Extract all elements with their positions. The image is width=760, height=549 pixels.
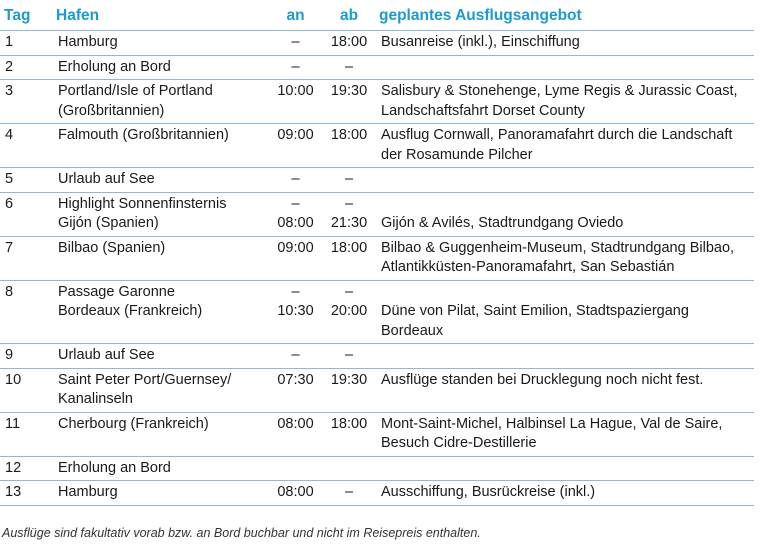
- cell-ausflug-line: Landschaftsfahrt Dorset County: [381, 102, 585, 119]
- table-header-row: [0, 3, 754, 31]
- table-row: [0, 368, 754, 412]
- cell-an-line: –: [291, 58, 300, 75]
- cell-tag: 6: [5, 195, 14, 212]
- cell-ab: [323, 168, 375, 193]
- cell-ausflug: [375, 31, 754, 56]
- cell-an-line: –: [291, 195, 300, 212]
- cell-an: [268, 124, 323, 168]
- cell-ausflug-line: [381, 459, 750, 479]
- cell-an: [268, 344, 323, 369]
- cell-ausflug: [375, 236, 754, 280]
- cell-an: [268, 236, 323, 280]
- cell-ausflug: [375, 344, 754, 369]
- cell-ab-line: 21:30: [330, 215, 368, 231]
- cell-tag: 1: [5, 34, 14, 50]
- cell-ab: [323, 80, 375, 124]
- cell-ausflug-line: Düne von Pilat, Saint Emilion, Stadtspaziergang: [381, 303, 689, 319]
- cell-ab: [323, 481, 375, 506]
- cell-ab-line: 19:30: [330, 83, 368, 99]
- cell-ausflug-line: [381, 283, 750, 303]
- cell-ausflug: [375, 412, 754, 456]
- cell-hafen: [52, 168, 268, 193]
- table-row: [0, 31, 754, 56]
- cell-hafen-line: Falmouth (Großbritannien): [58, 127, 229, 143]
- cell-an: [268, 412, 323, 456]
- cell-ab-line: 19:30: [330, 371, 368, 388]
- table-row: [0, 236, 754, 280]
- cell-ausflug: [375, 481, 754, 506]
- cell-hafen: [52, 236, 268, 280]
- cell-ab: [323, 412, 375, 456]
- cell-an-line: 09:00: [277, 239, 314, 256]
- cell-ausflug-line: [381, 195, 750, 215]
- cell-an-line: –: [291, 283, 300, 300]
- header-ab: ab: [339, 7, 359, 24]
- cell-hafen: [52, 80, 268, 124]
- cell-ausflug-line: Besuch Cidre-Destillerie: [381, 435, 537, 451]
- cell-hafen: [52, 412, 268, 456]
- cell-an: [268, 456, 323, 481]
- cell-an: [268, 80, 323, 124]
- cell-ausflug-line: [381, 346, 750, 366]
- cell-ausflug-line: Salisbury & Stonehenge, Lyme Regis & Jurassic Coast,: [381, 83, 738, 99]
- table-row: [0, 168, 754, 193]
- cell-tag: 10: [5, 371, 22, 388]
- cell-hafen-line: Highlight Sonnenfinsternis: [58, 195, 227, 212]
- cell-ab: [323, 368, 375, 412]
- table-row: [0, 192, 754, 236]
- cell-ab-line: –: [344, 484, 354, 500]
- cell-tag: 13: [5, 484, 22, 500]
- header-ausflug: geplantes Ausflugsangebot: [379, 7, 582, 24]
- cell-hafen-line: Urlaub auf See: [58, 171, 155, 187]
- cell-ausflug: [375, 80, 754, 124]
- table-body: [0, 31, 754, 506]
- cell-an: [268, 168, 323, 193]
- cell-hafen: [52, 368, 268, 412]
- cell-ab: [323, 192, 375, 236]
- cell-ab-line: –: [344, 195, 354, 212]
- cell-ab: [323, 456, 375, 481]
- cell-hafen-line: Hamburg: [58, 34, 118, 50]
- table-row: [0, 124, 754, 168]
- cell-ausflug-line: [381, 170, 750, 190]
- cell-ausflug: [375, 456, 754, 481]
- cell-hafen: [52, 192, 268, 236]
- cell-an-line: 10:00: [277, 83, 314, 99]
- cell-ausflug-line: Ausflug Cornwall, Panoramafahrt durch die Landschaft: [381, 127, 733, 143]
- cell-ausflug-line: Gijón & Avilés, Stadtrundgang Oviedo: [381, 215, 624, 231]
- cell-tag: 2: [5, 58, 14, 75]
- table-row: [0, 80, 754, 124]
- cell-ausflug: [375, 55, 754, 80]
- cell-hafen-line: Cherbourg (Frankreich): [58, 415, 209, 432]
- cell-hafen-line: (Großbritannien): [58, 102, 165, 119]
- cell-ab-line: –: [344, 58, 354, 75]
- cell-an-line: 10:30: [277, 303, 314, 319]
- cell-ab: [323, 344, 375, 369]
- cell-ausflug-line: Ausschiffung, Busrückreise (inkl.): [381, 484, 596, 500]
- cell-ausflug-line: Bordeaux: [381, 322, 444, 339]
- cell-ab: [323, 31, 375, 56]
- cell-hafen-line: Urlaub auf See: [58, 347, 155, 363]
- table-row: [0, 481, 754, 506]
- cell-an-line: 08:00: [277, 415, 314, 432]
- cell-ausflug-line: der Rosamunde Pilcher: [381, 146, 533, 163]
- cell-hafen: [52, 280, 268, 344]
- cell-hafen-line: Gijón (Spanien): [58, 215, 159, 231]
- cell-ab: [323, 55, 375, 80]
- cell-hafen-line: Bilbao (Spanien): [58, 239, 166, 256]
- table-row: [0, 344, 754, 369]
- cell-ab: [323, 124, 375, 168]
- cell-an-line: [272, 459, 319, 479]
- cell-hafen: [52, 124, 268, 168]
- cell-ab-line: –: [344, 347, 354, 363]
- cell-ab-line: –: [344, 283, 354, 300]
- header-an: an: [286, 7, 305, 24]
- cell-an: [268, 481, 323, 506]
- cell-ausflug: [375, 192, 754, 236]
- cell-hafen-line: Bordeaux (Frankreich): [58, 303, 203, 319]
- cell-ab-line: –: [344, 171, 354, 187]
- cell-ab-line: [327, 459, 371, 479]
- cell-hafen: [52, 344, 268, 369]
- cell-ausflug-line: Ausflüge standen bei Drucklegung noch nicht fest.: [381, 371, 704, 388]
- cell-hafen: [52, 55, 268, 80]
- cell-ab: [323, 280, 375, 344]
- itinerary-table: [0, 3, 754, 506]
- cell-tag: 9: [5, 347, 14, 363]
- cell-tag: 5: [5, 171, 14, 187]
- cell-ausflug-line: Mont-Saint-Michel, Halbinsel La Hague, Val de Saire,: [381, 415, 723, 432]
- cell-hafen-line: Erholung an Bord: [58, 58, 171, 75]
- cell-ausflug-line: [381, 58, 750, 78]
- header-tag: Tag: [4, 7, 31, 24]
- cell-tag: 7: [5, 239, 14, 256]
- cell-ausflug-line: Busanreise (inkl.), Einschiffung: [381, 34, 580, 50]
- cell-ab-line: 18:00: [330, 415, 368, 432]
- table-row: [0, 456, 754, 481]
- cell-an-line: 08:00: [277, 215, 314, 231]
- cell-an-line: –: [291, 171, 300, 187]
- cell-an-line: –: [291, 347, 300, 363]
- cell-an: [268, 31, 323, 56]
- cell-ausflug: [375, 368, 754, 412]
- cell-hafen-line: Passage Garonne: [58, 283, 175, 300]
- cell-ausflug-line: Bilbao & Guggenheim-Museum, Stadtrundgang Bilbao,: [381, 239, 735, 256]
- cell-tag: 12: [5, 459, 22, 476]
- cell-ab-line: 18:00: [330, 34, 368, 50]
- cell-hafen: [52, 481, 268, 506]
- cell-hafen: [52, 31, 268, 56]
- table-row: [0, 412, 754, 456]
- cell-hafen-line: Erholung an Bord: [58, 459, 171, 476]
- cell-an: [268, 55, 323, 80]
- cell-hafen-line: Saint Peter Port/Guernsey/: [58, 371, 232, 388]
- cell-an: [268, 192, 323, 236]
- cell-an-line: 09:00: [277, 127, 314, 143]
- cell-an: [268, 280, 323, 344]
- table-row: [0, 55, 754, 80]
- cell-an-line: 07:30: [277, 371, 314, 388]
- cell-an-line: –: [291, 34, 300, 50]
- cell-ausflug: [375, 168, 754, 193]
- cell-ab: [323, 236, 375, 280]
- cell-ab-line: 20:00: [330, 303, 368, 319]
- footnote: Ausflüge sind fakultativ vorab bzw. an Bord buchbar und nicht im Reisepreis enthalten.: [2, 526, 481, 540]
- cell-hafen-line: Kanalinseln: [58, 391, 133, 407]
- header-hafen: Hafen: [56, 7, 100, 24]
- cell-hafen-line: Portland/Isle of Portland: [58, 83, 213, 99]
- cell-tag: 11: [5, 415, 21, 432]
- cell-ab-line: 18:00: [330, 239, 368, 256]
- cell-an: [268, 368, 323, 412]
- cell-hafen: [52, 456, 268, 481]
- cell-tag: 4: [5, 127, 14, 143]
- cell-ausflug: [375, 280, 754, 344]
- cell-an-line: 08:00: [277, 484, 314, 500]
- cell-tag: 3: [5, 83, 14, 99]
- cell-ab-line: 18:00: [330, 127, 368, 143]
- cell-tag: 8: [5, 283, 14, 300]
- cell-ausflug-line: Atlantikküsten-Panoramafahrt, San Sebastián: [381, 259, 675, 275]
- cell-hafen-line: Hamburg: [58, 484, 118, 500]
- table-row: [0, 280, 754, 344]
- cell-ausflug: [375, 124, 754, 168]
